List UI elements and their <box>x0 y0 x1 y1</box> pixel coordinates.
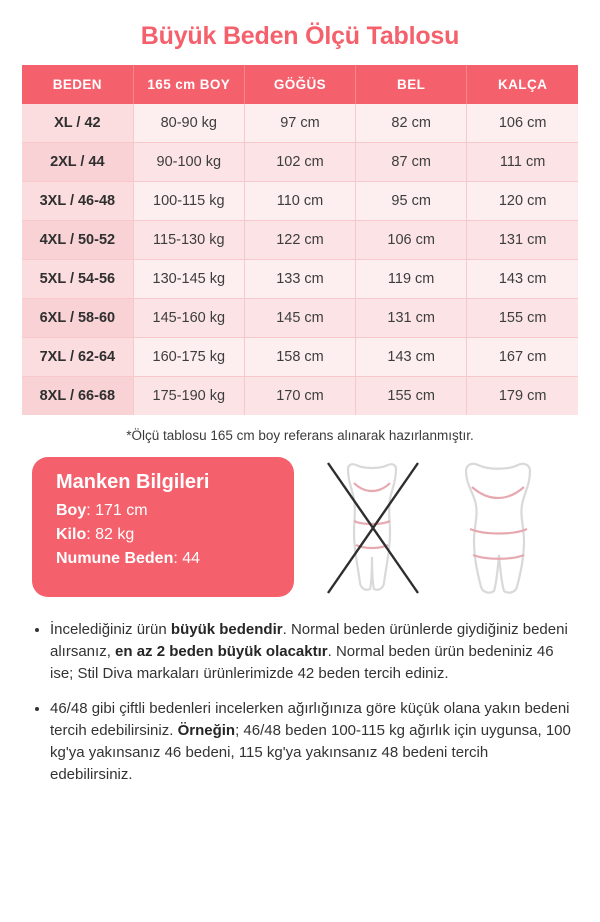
table-cell-value: 106 cm <box>467 104 578 143</box>
table-cell-size: 6XL / 58-60 <box>22 299 133 338</box>
size-table-head <box>22 65 578 104</box>
table-cell-value: 119 cm <box>356 260 467 299</box>
table-header-cell: BEL <box>356 65 467 104</box>
model-height-label: Boy <box>56 502 87 519</box>
model-info-card <box>32 457 294 597</box>
model-sample-label: Numune Beden <box>56 550 174 567</box>
body-text: İncelediğiniz ürün <box>50 621 171 638</box>
table-cell-value: 120 cm <box>467 182 578 221</box>
model-height-separator: : <box>86 502 96 519</box>
table-cell-value: 122 cm <box>244 221 355 260</box>
model-info-row <box>22 457 578 607</box>
table-header-cell: BEDEN <box>22 65 133 104</box>
table-row <box>22 299 578 338</box>
body-text: 46/48 gibi çiftli bedenleri incelerken ağırlığınıza göre küçük olana yakın bedeni tercih edebilirsiniz. <box>50 700 570 739</box>
model-sample-value: 44 <box>182 550 201 567</box>
table-cell-value: 143 cm <box>467 260 578 299</box>
emphasis-text: en az 2 beden büyük olacaktır <box>115 642 328 660</box>
table-cell-value: 167 cm <box>467 338 578 377</box>
table-cell-value: 90-100 kg <box>133 143 244 182</box>
list-item <box>50 698 572 785</box>
table-cell-size: 8XL / 66-68 <box>22 377 133 416</box>
table-cell-size: XL / 42 <box>22 104 133 143</box>
table-cell-value: 145 cm <box>244 299 355 338</box>
table-cell-value: 170 cm <box>244 377 355 416</box>
emphasis-text: Örneğin <box>177 722 236 739</box>
table-header-row <box>22 65 578 104</box>
table-cell-value: 131 cm <box>356 299 467 338</box>
table-cell-value: 143 cm <box>356 338 467 377</box>
table-cell-value: 145-160 kg <box>133 299 244 338</box>
table-cell-value: 158 cm <box>244 338 355 377</box>
model-weight-value: 82 kg <box>95 526 135 543</box>
model-weight-separator: : <box>86 526 96 543</box>
table-row <box>22 143 578 182</box>
table-cell-value: 97 cm <box>244 104 355 143</box>
table-header-cell: 165 cm BOY <box>133 65 244 104</box>
table-cell-value: 155 cm <box>356 377 467 416</box>
table-row <box>22 377 578 416</box>
measured-plus-size-figure-icon <box>466 464 530 593</box>
table-cell-value: 115-130 kg <box>133 221 244 260</box>
model-sample-size <box>56 550 294 568</box>
table-cell-value: 100-115 kg <box>133 182 244 221</box>
table-cell-value: 175-190 kg <box>133 377 244 416</box>
table-row <box>22 338 578 377</box>
model-height <box>56 502 294 520</box>
body-text: . Normal beden ürünlerde giydiğiniz bedeni alırsanız, <box>50 621 568 660</box>
table-cell-value: 82 cm <box>356 104 467 143</box>
table-cell-value: 95 cm <box>356 182 467 221</box>
body-text: ; 46/48 beden 100-115 kg ağırlık için uygunsa, 100 kg'ya yakınsanız 46 bedeni, 115 kg'ya yakınsanız 48 bedeni tercih edebilirsiniz. <box>50 722 571 783</box>
model-weight-label: Kilo <box>56 526 87 543</box>
table-header-cell: GÖĞÜS <box>244 65 355 104</box>
table-row <box>22 182 578 221</box>
table-cell-size: 7XL / 62-64 <box>22 338 133 377</box>
table-cell-value: 87 cm <box>356 143 467 182</box>
figures-illustration <box>294 459 564 599</box>
table-cell-value: 155 cm <box>467 299 578 338</box>
guidance-list <box>28 619 572 785</box>
model-sample-separator: : <box>173 550 183 567</box>
table-header-cell: KALÇA <box>467 65 578 104</box>
list-item <box>50 619 572 684</box>
table-cell-value: 179 cm <box>498 388 547 404</box>
table-cell-value: 102 cm <box>244 143 355 182</box>
emphasis-text: büyük bedendir <box>170 621 283 638</box>
guidance-bullets <box>22 619 578 785</box>
model-height-value: 171 cm <box>95 502 148 519</box>
table-cell-value: 111 cm <box>467 143 578 182</box>
table-cell-value: 131 cm <box>467 221 578 260</box>
table-row <box>22 221 578 260</box>
model-info-title: Manken Bilgileri <box>56 471 210 493</box>
reference-note: *Ölçü tablosu 165 cm boy referans alınarak hazırlanmıştır. <box>126 428 474 443</box>
table-cell-value: 106 cm <box>356 221 467 260</box>
page-title: Büyük Beden Ölçü Tablosu <box>140 22 460 50</box>
size-table <box>22 65 578 415</box>
table-cell-value: 133 cm <box>244 260 355 299</box>
table-row <box>22 260 578 299</box>
table-cell-size: 4XL / 50-52 <box>22 221 133 260</box>
table-cell-value: 160-175 kg <box>133 338 244 377</box>
body-text: . Normal beden ürün bedeniniz 46 ise; Stil Diva markaları ürünlerimizde 42 beden tercih ediniz. <box>50 642 554 682</box>
size-chart-page <box>0 22 600 922</box>
table-row <box>22 104 578 143</box>
size-table-body <box>22 104 578 415</box>
table-cell-size: 2XL / 44 <box>22 143 133 182</box>
table-cell-value: 80-90 kg <box>133 104 244 143</box>
table-cell-value: 130-145 kg <box>133 260 244 299</box>
model-weight <box>56 526 294 544</box>
table-cell-size: 3XL / 46-48 <box>22 182 133 221</box>
table-cell-value: 110 cm <box>244 182 355 221</box>
body-figures <box>294 459 564 599</box>
table-cell-size: 5XL / 54-56 <box>22 260 133 299</box>
